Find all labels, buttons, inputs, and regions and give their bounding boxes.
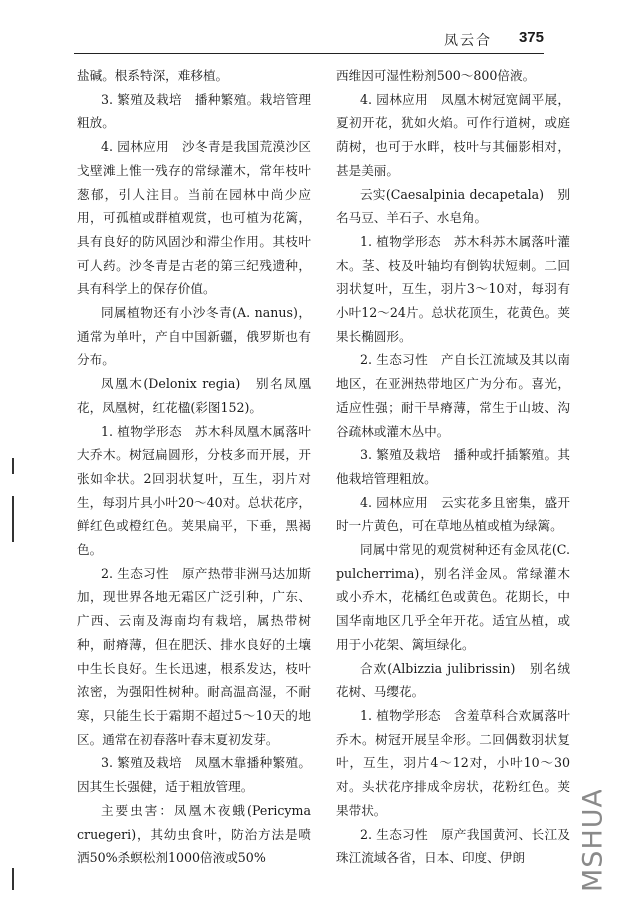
- paragraph: 凤凰木(Delonix regia) 别名凤凰花，凤凰树，红花楹(彩图152)。: [77, 376, 311, 415]
- paragraph: 4. 园林应用 云实花多且密集，盛开时一片黄色，可在草地丛植或植为绿篱。: [336, 494, 570, 534]
- paragraph: 西维因可湿性粉剂500～800倍液。: [336, 68, 536, 83]
- paragraph: 同属中常见的观赏树种还有金凤花(C. pulcherrima)，别名洋金凤。常绿灌木或小乔木，花橘红色或黄色。花期长，中国华南地区几乎全年开花。适宜丛植，或用于小花架、篱垣绿化。: [336, 542, 570, 652]
- paragraph: 1. 植物学形态 含羞草科合欢属落叶乔木。树冠开展呈伞形。二回偶数羽状复叶，互生，羽片4～12对，小叶10～30对。头状花序排成伞房状，花粉红色。荚果带状。: [336, 707, 570, 818]
- paragraph: 3. 繁殖及栽培 播种繁殖。栽培管理粗放。: [77, 91, 311, 131]
- paragraph: 盐碱。根系特深，难移植。: [77, 68, 229, 83]
- paragraph: 2. 生态习性 原产热带非洲马达加斯加，现世界各地无霜区广泛引种，广东、广西、云南及海南均有栽培，属热带树种，耐瘠薄，但在肥沃、排水良好的土壤中生长良好。生长迅速，根系发达，枝叶浓密，为强阳性树种。耐高温高湿，不耐寒，只能生长于霜期不超过5～10天的地区。通常在初春落叶春末夏初发芽。: [77, 565, 311, 747]
- paragraph: 4. 园林应用 凤凰木树冠宽阔平展，夏初开花，犹如火焰。可作行道树，或庭荫树，也可于水畔，枝叶与其俪影相对，甚是美丽。: [336, 91, 570, 178]
- left-column: [77, 64, 311, 870]
- page-number: 375: [518, 29, 544, 46]
- margin-rule: [12, 496, 14, 542]
- margin-rule: [12, 868, 14, 890]
- watermark: [572, 790, 616, 890]
- paragraph: 4. 园林应用 沙冬青是我国荒漠沙区戈壁滩上惟一残存的常绿灌木，常年枝叶葱郁，引人注目。当前在园林中尚少应用，可孤植或群植观赏，也可植为花篱，具有良好的防风固沙和滞尘作用。其枝叶可人药。沙冬青是古老的第三纪残遗种，具有科学上的保存价值。: [77, 139, 311, 297]
- page-header: [74, 23, 544, 54]
- paragraph: 3. 繁殖及栽培 凤凰木靠播种繁殖。因其生长强健，适于粗放管理。: [77, 755, 311, 795]
- paragraph: 同属植物还有小沙冬青(A. nanus)，通常为单叶，产自中国新疆，俄罗斯也有分布。: [77, 305, 311, 368]
- paragraph: 1. 植物学形态 苏木科苏木属落叶灌木。茎、枝及叶轴均有倒钩状短刺。二回羽状复叶，互生，羽片3～10对，每羽有小叶12～24片。总状花顶生，花黄色。荚果长椭圆形。: [336, 233, 570, 344]
- watermark-text: MSHUA: [577, 790, 609, 890]
- paragraph: 3. 繁殖及栽培 播种或扦插繁殖。其他栽培管理粗放。: [336, 447, 570, 486]
- paragraph: 云实(Caesalpinia decapetala) 别名马豆、羊石子、水皂角。: [336, 186, 570, 226]
- running-title: 凤云合: [444, 33, 492, 49]
- paragraph: 合欢(Albizzia julibrissin) 别名绒花树、马缨花。: [336, 660, 570, 700]
- margin-rule: [12, 458, 14, 474]
- paragraph: 1. 植物学形态 苏木科凤凰木属落叶大乔木。树冠扁圆形，分枝多而开展，开张如伞状。2回羽状复叶，互生，羽片对生，每羽片具小叶20～40对。总状花序，鲜红色或橙红色。荚果扁平，下垂，黑褐色。: [77, 423, 311, 558]
- right-column: [336, 64, 570, 870]
- watermark-svg: [572, 790, 616, 890]
- paragraph: 2. 生态习性 产自长江流域及其以南地区，在亚洲热带地区广为分布。喜光，适应性强；耐干旱瘠薄，常生于山坡、沟谷疏林或灌木丛中。: [336, 352, 570, 439]
- paragraph: 2. 生态习性 原产我国黄河、长江及珠江流域各省，日本、印度、伊朗: [336, 826, 570, 866]
- paragraph: 主要虫害：凤凰木夜蛾(Pericyma cruegeri)，其幼虫食叶，防治方法是喷洒50%杀螟松剂1000倍液或50%: [77, 802, 311, 866]
